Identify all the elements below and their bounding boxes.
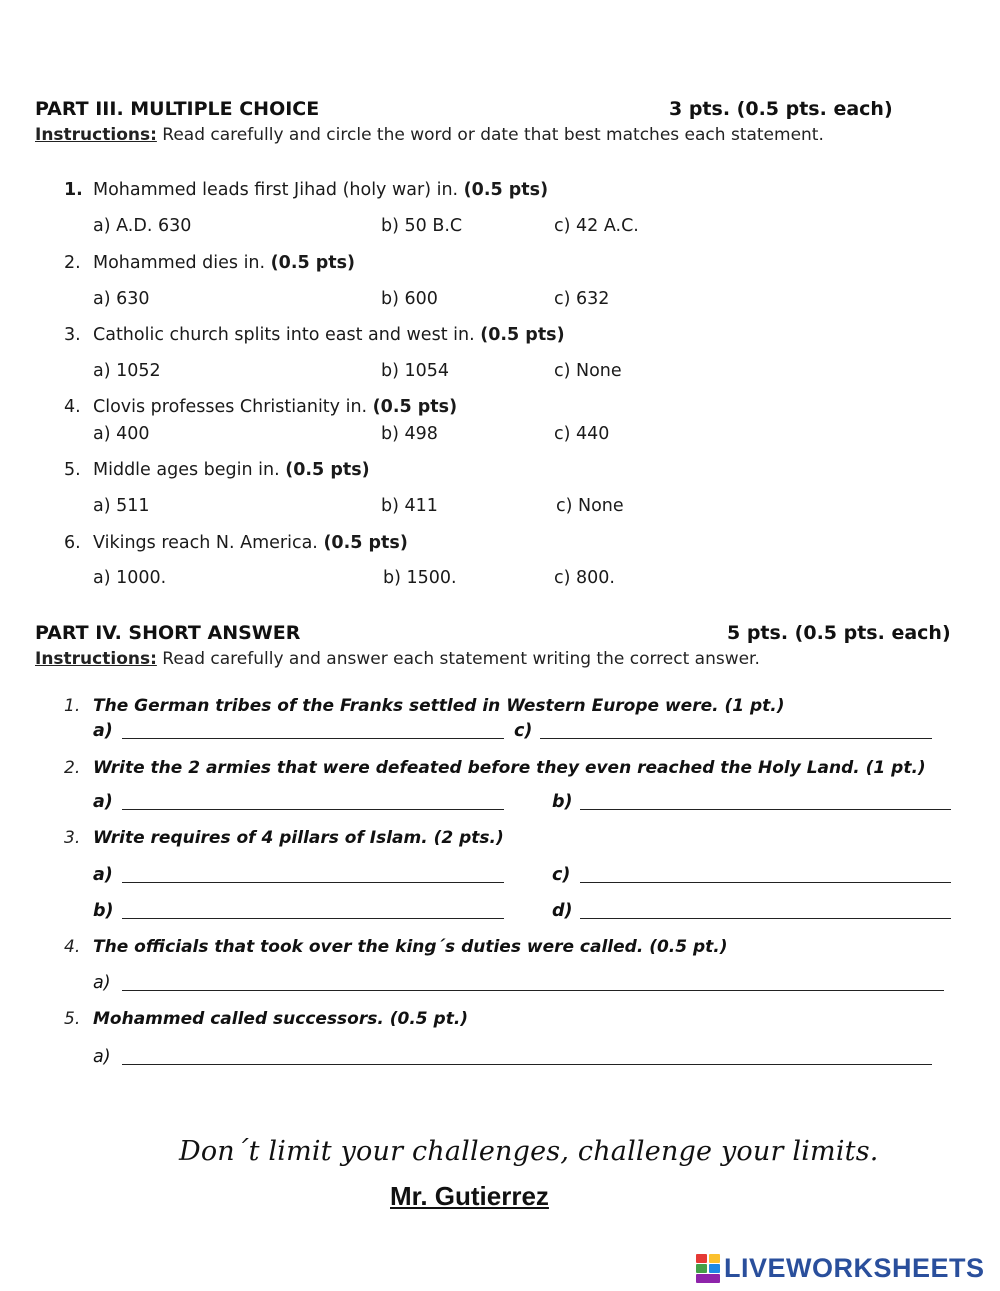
liveworksheets-logo-icon bbox=[696, 1254, 722, 1284]
part3-title: PART III. MULTIPLE CHOICE bbox=[35, 98, 320, 120]
sa-question-5: Mohammed called successors. (0.5 pt.) bbox=[93, 1009, 469, 1029]
question-points: (0.5 pts) bbox=[463, 180, 549, 200]
motivational-quote: Don´t limit your challenges, challenge your limits. bbox=[179, 1136, 879, 1167]
answer-line-1a[interactable] bbox=[122, 738, 504, 739]
sa-blank-label: c) bbox=[552, 865, 571, 885]
mc-question-2 bbox=[64, 253, 356, 273]
answer-line-4a[interactable] bbox=[122, 990, 944, 991]
sa-blank-label: a) bbox=[93, 1047, 111, 1067]
mc-option-3c[interactable]: c) None bbox=[554, 361, 622, 381]
mc-option-5a[interactable]: a) 511 bbox=[93, 496, 150, 516]
answer-line-1c[interactable] bbox=[540, 738, 932, 739]
answer-line-3a[interactable] bbox=[122, 882, 504, 883]
question-text: Clovis professes Christianity in. bbox=[93, 397, 373, 417]
question-text: Catholic church splits into east and west in. bbox=[93, 325, 481, 345]
sa-blank-label: a) bbox=[93, 973, 111, 993]
part3-points: 3 pts. (0.5 pts. each) bbox=[669, 98, 893, 120]
liveworksheets-logo[interactable] bbox=[696, 1253, 985, 1284]
mc-option-2b[interactable]: b) 600 bbox=[381, 289, 438, 309]
sa-question-3: Write requires of 4 pillars of Islam. (2 pts.) bbox=[93, 828, 504, 848]
answer-line-3c[interactable] bbox=[580, 882, 951, 883]
instructions-text: Read carefully and answer each statement writing the correct answer. bbox=[156, 649, 760, 669]
mc-option-1c[interactable]: c) 42 A.C. bbox=[554, 216, 639, 236]
liveworksheets-logo-text: LIVEWORKSHEETS bbox=[724, 1253, 985, 1283]
question-number: 4. bbox=[64, 397, 81, 417]
instructions-label: Instructions: bbox=[35, 125, 157, 145]
instructions-label: Instructions: bbox=[35, 649, 157, 669]
sa-question-4: The officials that took over the king´s duties were called. (0.5 pt.) bbox=[93, 937, 728, 957]
mc-option-3a[interactable]: a) 1052 bbox=[93, 361, 161, 381]
sa-blank-label: a) bbox=[93, 792, 113, 812]
question-points: (0.5 pts) bbox=[285, 460, 370, 480]
mc-option-6b[interactable]: b) 1500. bbox=[383, 568, 457, 588]
mc-question-6 bbox=[64, 533, 408, 553]
question-points: (0.5 pts) bbox=[372, 397, 458, 417]
mc-question-5 bbox=[64, 460, 370, 480]
answer-line-3b[interactable] bbox=[122, 918, 504, 919]
question-points: (0.5 pts) bbox=[323, 533, 408, 553]
mc-option-2c[interactable]: c) 632 bbox=[554, 289, 610, 309]
sa-question-number: 3. bbox=[64, 828, 81, 848]
mc-option-4a[interactable]: a) 400 bbox=[93, 424, 150, 444]
sa-question-number: 2. bbox=[64, 758, 81, 778]
mc-question-4 bbox=[64, 397, 458, 417]
question-number: 5. bbox=[64, 460, 81, 480]
mc-question-1 bbox=[64, 180, 549, 200]
answer-line-3d[interactable] bbox=[580, 918, 951, 919]
part4-instructions bbox=[35, 649, 760, 669]
question-text: Mohammed leads first Jihad (holy war) in. bbox=[93, 180, 464, 200]
question-text: Middle ages begin in. bbox=[93, 460, 286, 480]
part4-points: 5 pts. (0.5 pts. each) bbox=[727, 622, 951, 644]
mc-option-6c[interactable]: c) 800. bbox=[554, 568, 615, 588]
mc-question-3 bbox=[64, 325, 565, 345]
sa-blank-label: c) bbox=[514, 721, 533, 741]
part4-title: PART IV. SHORT ANSWER bbox=[35, 622, 301, 644]
teacher-signature: Mr. Gutierrez bbox=[390, 1181, 549, 1211]
mc-option-2a[interactable]: a) 630 bbox=[93, 289, 150, 309]
question-points: (0.5 pts) bbox=[270, 253, 356, 273]
sa-question-2: Write the 2 armies that were defeated before they even reached the Holy Land. (1 pt.) bbox=[93, 758, 926, 778]
sa-blank-label: a) bbox=[93, 865, 113, 885]
question-number: 6. bbox=[64, 533, 81, 553]
sa-blank-label: b) bbox=[552, 792, 573, 812]
answer-line-5a[interactable] bbox=[122, 1064, 932, 1065]
instructions-text: Read carefully and circle the word or date that best matches each statement. bbox=[156, 125, 824, 145]
mc-option-4b[interactable]: b) 498 bbox=[381, 424, 438, 444]
question-number: 2. bbox=[64, 253, 81, 273]
answer-line-2b[interactable] bbox=[580, 809, 951, 810]
mc-option-6a[interactable]: a) 1000. bbox=[93, 568, 167, 588]
mc-option-3b[interactable]: b) 1054 bbox=[381, 361, 450, 381]
question-text: Mohammed dies in. bbox=[93, 253, 271, 273]
question-number: 3. bbox=[64, 325, 81, 345]
mc-option-5c[interactable]: c) None bbox=[556, 496, 624, 516]
question-text: Vikings reach N. America. bbox=[93, 533, 324, 553]
mc-option-5b[interactable]: b) 411 bbox=[381, 496, 438, 516]
question-number: 1. bbox=[64, 180, 83, 200]
question-points: (0.5 pts) bbox=[480, 325, 565, 345]
sa-question-number: 5. bbox=[64, 1009, 81, 1029]
sa-blank-label: d) bbox=[552, 901, 573, 921]
answer-line-2a[interactable] bbox=[122, 809, 504, 810]
sa-question-1: The German tribes of the Franks settled in Western Europe were. (1 pt.) bbox=[93, 696, 785, 716]
sa-question-number: 1. bbox=[64, 696, 81, 716]
sa-question-number: 4. bbox=[64, 937, 81, 957]
mc-option-4c[interactable]: c) 440 bbox=[554, 424, 610, 444]
sa-blank-label: a) bbox=[93, 721, 113, 741]
sa-blank-label: b) bbox=[93, 901, 114, 921]
part3-instructions bbox=[35, 125, 824, 145]
mc-option-1b[interactable]: b) 50 B.C bbox=[381, 216, 463, 236]
mc-option-1a[interactable]: a) A.D. 630 bbox=[93, 216, 192, 236]
